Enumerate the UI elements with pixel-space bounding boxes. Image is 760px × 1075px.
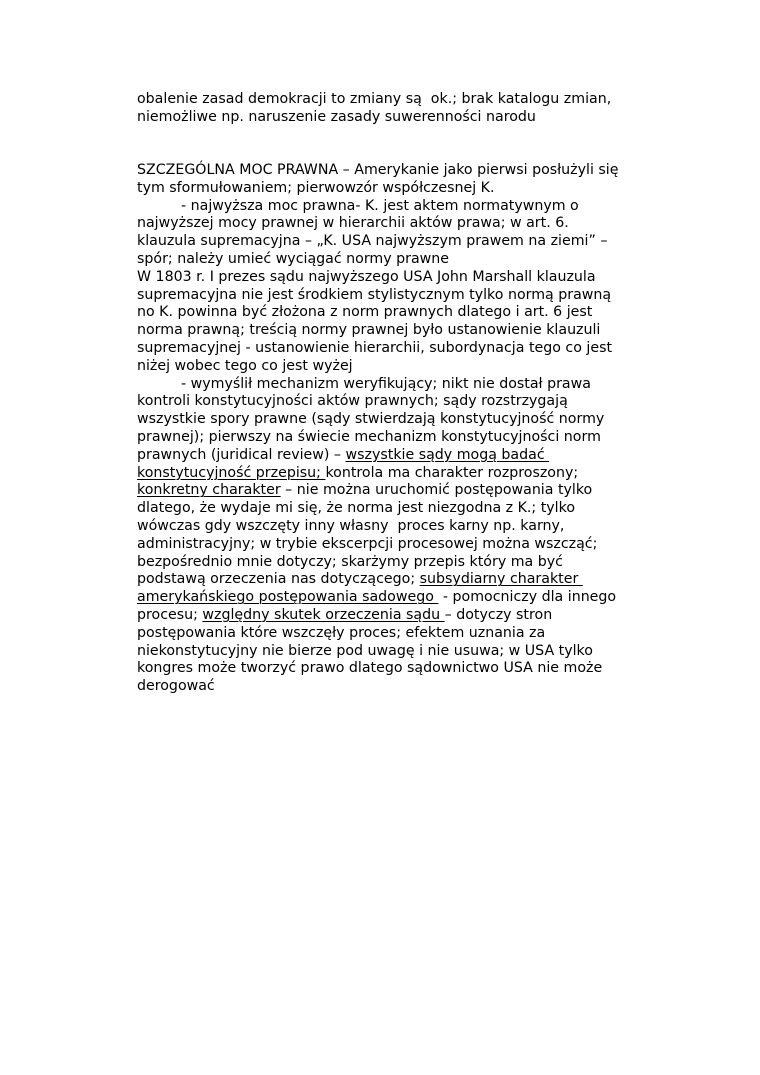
- text-run: – dotyczy stron: [444, 606, 553, 623]
- text-run: podstawą orzeczenia nas dotyczącego;: [137, 571, 420, 588]
- text-line: [137, 233, 637, 251]
- text-run: kontroli konstytucyjności aktów prawnych; sądy rozstrzygają: [137, 393, 568, 410]
- text-line: [137, 447, 637, 465]
- text-run: derogować: [137, 678, 215, 695]
- underlined-phrase: konstytucyjność przepisu;: [137, 464, 326, 481]
- text-line: [137, 340, 637, 358]
- text-line: [137, 500, 637, 518]
- text-run: obalenie zasad demokracji to zmiany są ok.; brak katalogu zmian,: [137, 91, 612, 107]
- text-run: prawnej); pierwszy na świecie mechanizm konstytucyjności norm: [137, 428, 601, 445]
- text-run: prawnych (juridical review) –: [137, 446, 346, 463]
- intro-paragraph: [137, 91, 637, 127]
- text-run: W 1803 r. I prezes sądu najwyższego USA John Marshall klauzula: [137, 268, 596, 285]
- text-run: norma prawną; treścią normy prawnej było ustanowienie klauzuli: [137, 322, 601, 339]
- text-line: [137, 643, 637, 661]
- text-run: procesu;: [137, 606, 203, 623]
- text-line: [137, 411, 637, 429]
- text-run: - pomocniczy dla innego: [438, 589, 617, 606]
- text-run: najwyższej mocy prawnej w hierarchii aktów prawa; w art. 6.: [137, 215, 569, 232]
- text-run: – nie można uruchomić postępowania tylko: [280, 482, 593, 499]
- text-line: [137, 589, 637, 607]
- text-line: [137, 109, 637, 127]
- text-line: [137, 304, 637, 322]
- text-run: klauzula supremacyjna – „K. USA najwyższym prawem na ziemi” –: [137, 233, 608, 250]
- text-line: [137, 678, 637, 696]
- text-run: supremacyjna nie jest środkiem stylistycznym tylko normą prawną: [137, 286, 612, 303]
- text-line: [137, 465, 637, 483]
- text-line: [137, 198, 637, 216]
- text-run: wówczas gdy wszczęty inny własny proces karny np. karny,: [137, 517, 565, 534]
- section-paragraph: [137, 162, 637, 696]
- text-line: [137, 180, 637, 198]
- text-line: [137, 518, 637, 536]
- text-line: [137, 393, 637, 411]
- text-line: [137, 358, 637, 376]
- text-line: [137, 251, 637, 269]
- text-line: [137, 429, 637, 447]
- underlined-phrase: konkretny charakter: [137, 482, 281, 499]
- underlined-phrase: amerykańskiego postępowania sadowego: [137, 589, 439, 606]
- text-line: [137, 162, 637, 180]
- text-run: niemożliwe np. naruszenie zasady suwerenności narodu: [137, 108, 536, 125]
- text-line: [137, 269, 637, 287]
- text-run: no K. powinna być złożona z norm prawnych dlatego i art. 6 jest: [137, 304, 593, 321]
- text-line: [137, 625, 637, 643]
- text-run: tym sformułowaniem; pierwowzór współczesnej K.: [137, 179, 495, 196]
- text-run: supremacyjnej - ustanowienie hierarchii, subordynacja tego co jest: [137, 339, 613, 356]
- text-run: - wymyślił mechanizm weryfikujący; nikt nie dostał prawa: [181, 375, 591, 392]
- text-run: postępowania które wszczęły proces; efektem uznania za: [137, 624, 546, 641]
- text-line: [137, 554, 637, 572]
- text-run: wszystkie spory prawne (sądy stwierdzają konstytucyjność normy: [137, 411, 605, 428]
- text-run: niekonstytucyjny nie bierze pod uwagę i nie usuwa; w USA tylko: [137, 642, 593, 659]
- text-run: SZCZEGÓLNA MOC PRAWNA – Amerykanie jako pierwsi posłużyli się: [137, 162, 619, 178]
- text-line: [137, 536, 637, 554]
- text-line: [137, 607, 637, 625]
- underlined-phrase: subsydiarny charakter: [419, 571, 583, 588]
- underlined-phrase: wszystkie sądy mogą badać: [345, 446, 550, 463]
- text-line: [137, 322, 637, 340]
- text-line: [137, 91, 637, 109]
- text-line: [137, 571, 637, 589]
- text-line: [137, 287, 637, 305]
- text-line: [137, 482, 637, 500]
- text-run: kongres może tworzyć prawo dlatego sądownictwo USA nie może: [137, 660, 603, 677]
- text-run: bezpośrednio mnie dotyczy; skarżymy przepis który ma być: [137, 553, 563, 570]
- text-run: - najwyższa moc prawna- K. jest aktem normatywnym o: [181, 197, 579, 214]
- text-line: [137, 215, 637, 233]
- text-run: spór; należy umieć wyciągać normy prawne: [137, 250, 449, 267]
- text-run: niżej wobec tego co jest wyżej: [137, 357, 353, 374]
- text-run: kontrola ma charakter rozproszony;: [325, 464, 579, 481]
- text-run: dlatego, że wydaje mi się, że norma jest niezgodna z K.; tylko: [137, 500, 576, 517]
- text-line: [137, 376, 637, 394]
- text-run: administracyjny; w trybie ekscerpcji procesowej można wszcząć;: [137, 535, 598, 552]
- underlined-phrase: względny skutek orzeczenia sądu: [202, 606, 445, 623]
- text-line: [137, 660, 637, 678]
